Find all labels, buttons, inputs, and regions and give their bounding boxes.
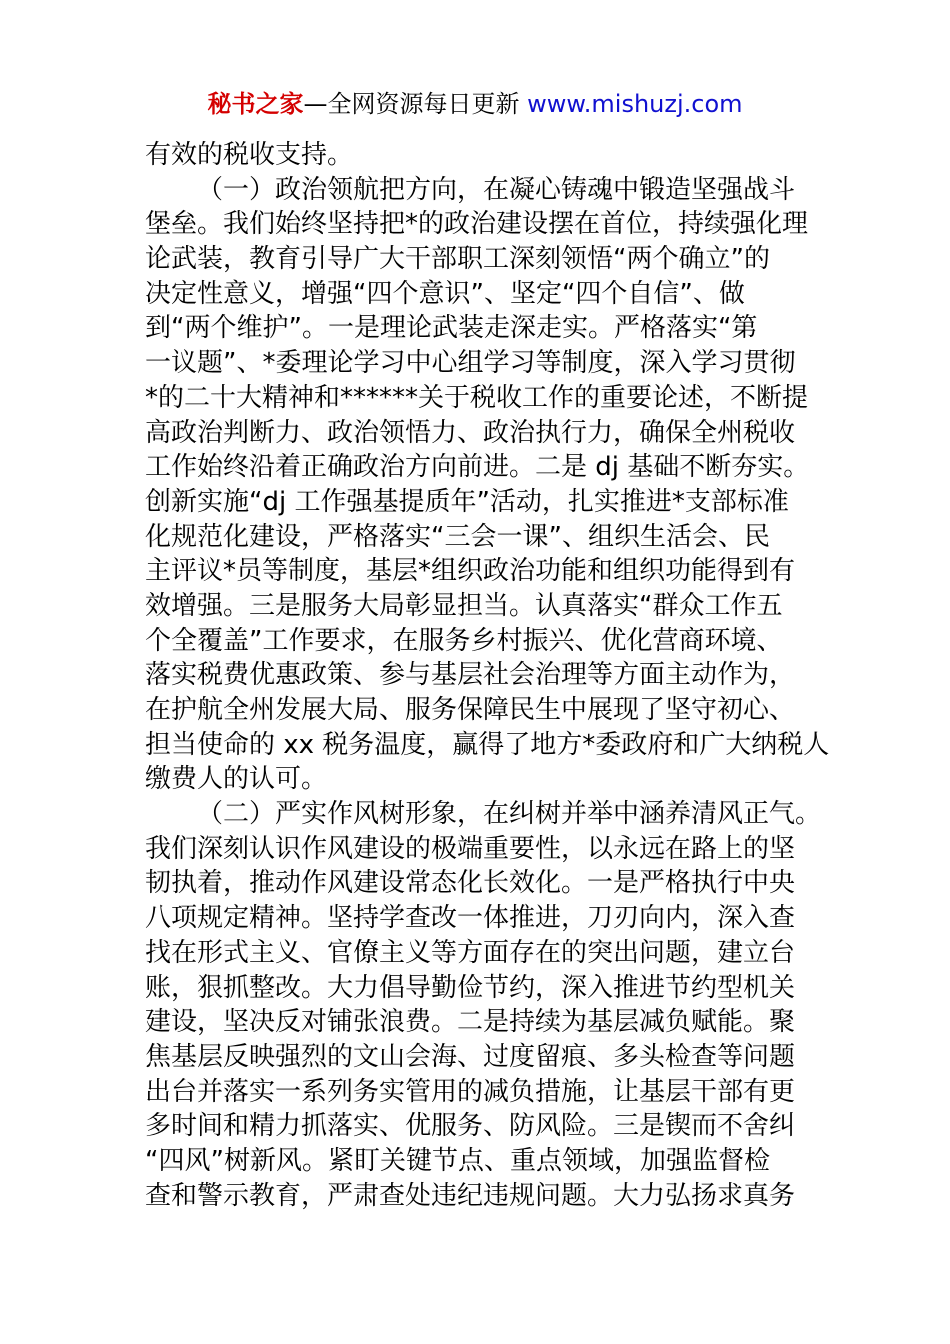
body-line: 韧执着，推动作风建设常态化长效化。一是严格执行中央 <box>145 868 796 899</box>
body-line: 担当使命的 xx 税务温度，赢得了地方*委政府和广大纳税人 <box>145 729 830 760</box>
body-line: 落实税费优惠政策、参与基层社会治理等方面主动作为， <box>145 660 796 691</box>
body-line: 高政治判断力、政治领悟力、政治执行力，确保全州税收 <box>145 417 796 448</box>
page-header <box>0 88 950 120</box>
body-line: 论武装，教育引导广大干部职工深刻领悟“两个确立”的 <box>145 244 770 275</box>
body-line: 个全覆盖”工作要求，在服务乡村振兴、优化营商环境、 <box>145 625 783 656</box>
body-line: 到“两个维护”。一是理论武装走深走实。严格落实“第 <box>145 313 758 344</box>
body-line: 账，狠抓整改。大力倡导勤俭节约，深入推进节约型机关 <box>145 972 796 1003</box>
body-line: 工作始终沿着正确政治方向前进。二是 dj 基础不断夯实。 <box>145 452 810 483</box>
body-line: 八项规定精神。坚持学查改一体推进，刀刃向内，深入查 <box>145 903 796 934</box>
body-line: *的二十大精神和******关于税收工作的重要论述，不断提 <box>145 382 809 413</box>
body-line: “四风”树新风。紧盯关键节点、重点领域，加强监督检 <box>145 1145 770 1176</box>
body-line: 在护航全州发展大局、服务保障民生中展现了坚守初心、 <box>145 695 796 725</box>
body-line: 查和警示教育，严肃查处违纪违规问题。大力弘扬求真务 <box>145 1180 796 1211</box>
body-line: 缴费人的认可。 <box>145 764 328 795</box>
section-heading-line: （二）严实作风树形象，在纠树并举中涵养清风正气。 <box>197 799 822 830</box>
body-line: 焦基层反映强烈的文山会海、过度留痕、多头检查等问题 <box>145 1041 796 1072</box>
body-line: 多时间和精力抓落实、优服务、防风险。三是锲而不舍纠 <box>145 1111 796 1142</box>
body-line: 决定性意义，增强“四个意识”、坚定“四个自信”、做 <box>145 278 745 309</box>
body-line: 创新实施“dj 工作强基提质年”活动，扎实推进*支部标准 <box>145 486 789 517</box>
body-line: 化规范化建设，严格落实“三会一课”、组织生活会、民 <box>145 521 770 552</box>
body-line: 找在形式主义、官僚主义等方面存在的突出问题，建立台 <box>145 937 796 968</box>
body-line: 堡垒。我们始终坚持把*的政治建设摆在首位，持续强化理 <box>145 209 809 240</box>
header-url-link[interactable]: www.mishuzj.com <box>527 90 743 118</box>
body-line: 有效的税收支持。 <box>145 140 354 170</box>
header-tagline: —全网资源每日更新 <box>303 90 528 118</box>
header-brand: 秘书之家 <box>207 90 304 118</box>
body-line: 我们深刻认识作风建设的极端重要性，以永远在路上的坚 <box>145 833 796 864</box>
section-heading-line: （一）政治领航把方向，在凝心铸魂中锻造坚强战斗 <box>197 174 796 205</box>
body-line: 效增强。三是服务大局彰显担当。认真落实“群众工作五 <box>145 590 783 621</box>
body-line: 主评议*员等制度，基层*组织政治功能和组织功能得到有 <box>145 556 796 587</box>
body-line: 建设，坚决反对铺张浪费。二是持续为基层减负赋能。聚 <box>145 1007 796 1038</box>
body-line: 出台并落实一系列务实管用的减负措施，让基层干部有更 <box>145 1076 796 1107</box>
body-line: 一议题”、*委理论学习中心组学习等制度，深入学习贯彻 <box>145 348 796 379</box>
document-body <box>145 138 830 1213</box>
